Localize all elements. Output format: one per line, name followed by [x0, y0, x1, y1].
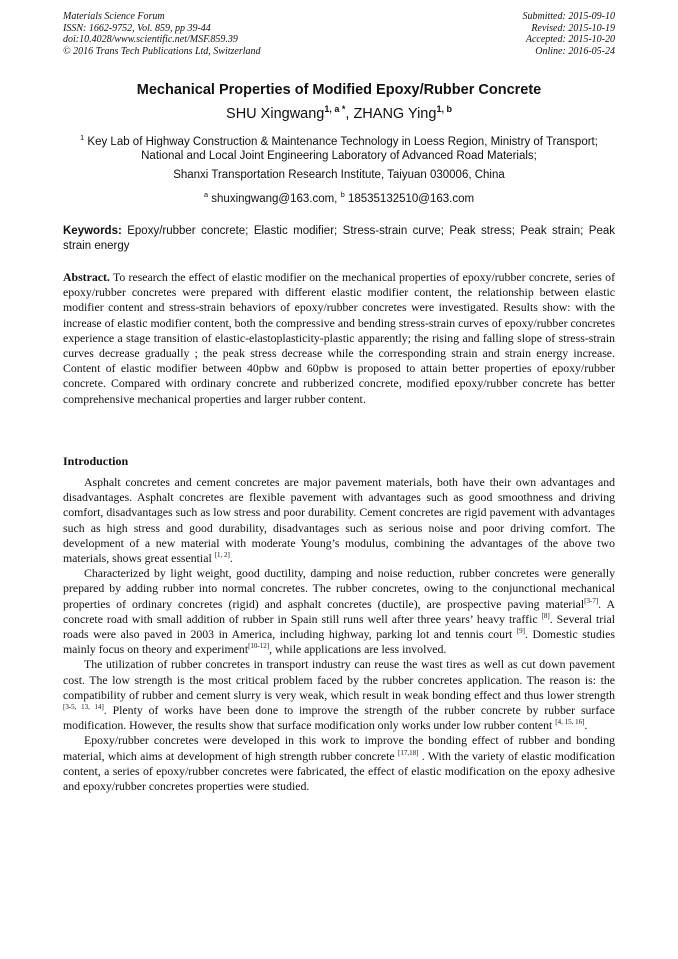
- citation: [17,18]: [398, 748, 419, 757]
- email-a-marker: a: [203, 190, 209, 199]
- p1-text: Asphalt concretes and cement concretes are major pavement materials, both have their own advantages and disadvantages. Asphalt concretes are flexible pavement with advantages such as good smoothness and driving comfort, disadvantages such as low stress and poor durability. Cement concretes are rigid pavement with advantages such as high stress and good durability, disadvantages such as serious noise and poor driving comfort. The development of a new material with moderate Young’s modulus, combining the advantages of the above two materials, shows great essential: [63, 475, 615, 566]
- affiliation-line-1: [63, 131, 615, 163]
- p4-text-a: Epoxy/rubber concretes were developed in this work to improve the bonding effect of rubber and bonding material, which aims at development of high strength rubber concrete: [63, 733, 615, 763]
- citation: [10-12]: [248, 642, 270, 651]
- keywords-label: Keywords:: [63, 225, 122, 237]
- p3-text-b: . Plenty of works have been done to improve the strength of the rubber concrete by rubber surface modification. However, the results show that surface modification only works under low rubber content: [63, 703, 615, 733]
- doi: doi:10.4028/www.scientific.net/MSF.859.39: [63, 34, 238, 45]
- citation: [8]: [541, 611, 550, 620]
- author-separator: ,: [345, 105, 354, 122]
- abstract-text: To research the effect of elastic modifier on the mechanical properties of epoxy/rubber concrete, series of epoxy/rubber concretes were prepared with different elastic modifier content, the relationship between elastic modifier content and stress-strain behaviors of epoxy/rubber concretes were investigated. Results show: with the increase of elastic modifier content, both the compressive and bending stress-strain curves of epoxy/rubber concretes experience a stage transition of elastic-elastoplasticity-plastic apparently; the rising and falling slope of stress-strain curves decrease gradually ; the peak stress decrease while the corresponding strain and strain energy increase. Content of elastic modifier between 40pbw and 60pbw is proposed to attain better properties of epoxy/rubber concrete. Compared with ordinary concrete and rubberized concrete, modified epoxy/rubber concrete has better comprehensive mechanical properties and larger rubber content.: [63, 270, 615, 406]
- p4-text-b: . With the variety of elastic modification content, a series of epoxy/rubber concretes were fabricated, the effect of elastic modification on the epoxy adhesive and epoxy/rubber concretes properties were studied.: [63, 748, 615, 794]
- intro-paragraph-2: [63, 566, 615, 657]
- copyright: © 2016 Trans Tech Publications Ltd, Switzerland: [63, 45, 261, 57]
- issn: ISSN: 1662-9752, Vol. 859, pp 39-44: [63, 22, 211, 34]
- affiliation-text: Key Lab of Highway Construction & Maintenance Technology in Loess Region, Ministry of Transport; National and Local Joint Engineering Laboratory of Advanced Road Materials;: [84, 135, 598, 162]
- intro-paragraph-3: [63, 657, 615, 733]
- keywords-text: Epoxy/rubber concrete; Elastic modifier; Stress-strain curve; Peak stress; Peak strain; Peak strain energy: [63, 225, 615, 252]
- intro-paragraph-1: [63, 475, 615, 566]
- affiliation-emails: [63, 188, 615, 206]
- accepted-date: Accepted: 2015-10-20: [525, 34, 615, 45]
- p2-text-b: . A concrete road with small addition of rubber in Spain still runs well after three years’ heavy traffic: [63, 596, 615, 626]
- intro-paragraph-4: [63, 733, 615, 794]
- author-1: SHU Xingwang: [226, 105, 325, 122]
- revised-date: Revised: 2015-10-19: [531, 22, 615, 34]
- author-2: ZHANG Ying: [353, 105, 437, 122]
- paper-title: Mechanical Properties of Modified Epoxy/Rubber Concrete: [136, 82, 542, 98]
- abstract-label: Abstract.: [63, 270, 110, 284]
- introduction-body: [63, 475, 615, 794]
- author-2-affiliation: 1, b: [436, 104, 452, 114]
- email-b-marker: b: [340, 190, 345, 199]
- author-1-affiliation: 1, a *: [324, 104, 346, 114]
- citation: [1, 2]: [214, 551, 230, 560]
- p2-text-e: , while applications are less involved.: [269, 642, 447, 657]
- online-date: Online: 2016-05-24: [535, 45, 615, 57]
- keywords: [63, 224, 615, 254]
- citation: [4, 15, 16]: [555, 718, 585, 727]
- affiliation-line-2: Shanxi Transportation Research Institute, Taiyuan 030006, China: [173, 169, 505, 181]
- email-b[interactable]: 18535132510@163.com: [344, 192, 475, 205]
- p2-text-a: Characterized by light weight, good ductility, damping and noise reduction, rubber concretes were generally prepared by adding rubber into normal concretes. The rubber concretes, owing to the conjunctional mechanical properties of ordinary concretes (rigid) and asphalt concretes (ductile), are prospective paving material: [63, 566, 615, 611]
- section-heading-introduction: Introduction: [63, 454, 129, 468]
- authors: [0, 104, 678, 122]
- email-a[interactable]: shuxingwang@163.com,: [208, 192, 341, 205]
- p2-text-d: . Domestic studies mainly focus on theory and experiment: [63, 627, 615, 657]
- citation: [3-5, 13, 14]: [63, 703, 104, 712]
- p3-text-c: .: [584, 718, 588, 733]
- p3-text-a: The utilization of rubber concretes in transport industry can reuse the wast tires as well as cut down pavement cost. The low strength is the most critical problem faced by the rubber concretes application. The reason is: the compatibility of rubber and cement slurry is very weak, which result in weak bonding effect and thus lower strength: [63, 657, 615, 702]
- affiliation-marker: 1: [80, 133, 85, 142]
- page-header: [63, 11, 615, 57]
- journal-name: Materials Science Forum: [63, 11, 165, 22]
- p2-text-c: . Several trial roads were also paved in 2003 in America, including highway, parking lot and tennis court: [63, 611, 616, 642]
- journal-info: [63, 11, 261, 57]
- abstract: [63, 270, 615, 407]
- citation: [9]: [516, 627, 525, 636]
- p1-end: .: [229, 551, 233, 566]
- dates-info: [523, 11, 616, 57]
- submitted-date: Submitted: 2015-09-10: [522, 11, 615, 22]
- citation: [3-7]: [584, 596, 599, 605]
